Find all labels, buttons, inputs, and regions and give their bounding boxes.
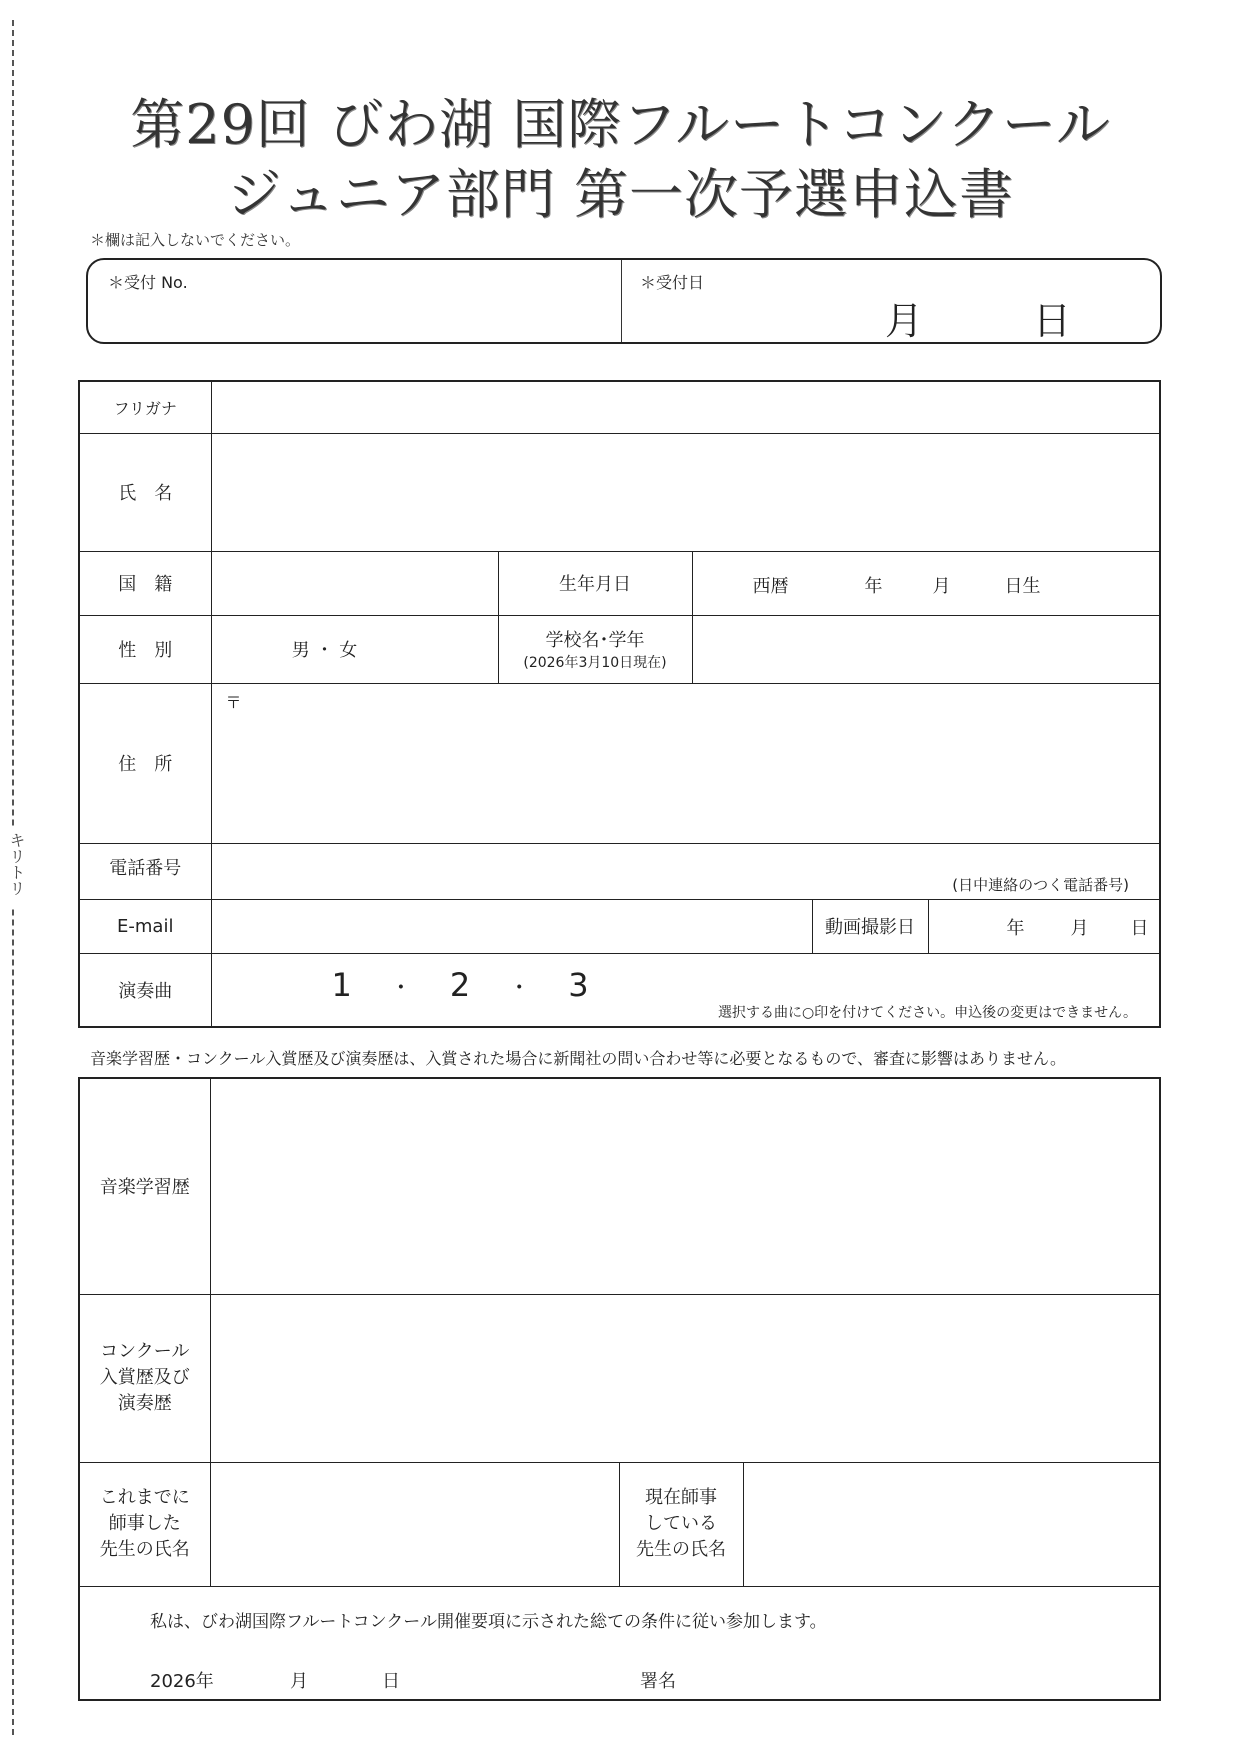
piece-field	[211, 953, 1160, 1027]
signature-row	[150, 1667, 1050, 1697]
school-label	[498, 615, 692, 683]
piece-label: 演奏曲	[79, 953, 211, 1027]
office-use-note: ＊欄は記入しないでください。	[90, 231, 301, 249]
declaration-section	[79, 1586, 1160, 1700]
competition-field[interactable]	[210, 1294, 1160, 1462]
phone-note: (日中連絡のつく電話番号)	[952, 875, 1130, 894]
reception-date-label: ＊受付日	[640, 273, 705, 292]
reception-number-field[interactable]: ＊受付 No.	[108, 273, 188, 292]
gender-label: 性 別	[79, 615, 211, 683]
birthdate-field[interactable]	[692, 551, 1160, 615]
past-teacher-label: これまでに 師事した 先生の氏名	[79, 1462, 210, 1586]
name-field[interactable]	[211, 433, 1160, 551]
email-field[interactable]	[211, 899, 812, 953]
signature-label[interactable]: 署名	[640, 1670, 676, 1692]
cut-label: キリトリ	[4, 826, 24, 909]
video-month: 月	[1070, 917, 1089, 939]
furigana-label: フリガナ	[79, 381, 211, 433]
address-label: 住 所	[79, 683, 211, 843]
school-field[interactable]	[692, 615, 1160, 683]
applicant-table	[78, 380, 1161, 1028]
piece-separator: ・	[389, 976, 412, 1001]
history-note: 音楽学習歴・コンクール入賞歴及び演奏歴は、入賞された場合に新聞社の問い合わせ等に必要となるもので、審査に影響はありません。	[90, 1049, 1067, 1068]
video-date-label: 動画撮影日	[812, 899, 928, 953]
signature-day[interactable]: 日	[382, 1670, 400, 1692]
form-title-line1: 第29回 びわ湖 国際フルートコンクール	[130, 93, 1111, 156]
music-study-field[interactable]	[210, 1078, 1160, 1294]
piece-options	[332, 966, 589, 1004]
video-day: 日	[1130, 917, 1149, 939]
video-date-field[interactable]	[928, 899, 1160, 953]
birthdate-day: 日生	[1004, 575, 1041, 597]
piece-option-2[interactable]: 2	[449, 965, 471, 1004]
history-table	[78, 1077, 1161, 1701]
birthdate-year: 年	[864, 575, 883, 597]
address-field[interactable]	[211, 683, 1160, 843]
school-label-text: 学校名･学年	[545, 630, 645, 651]
signature-month[interactable]: 月	[290, 1670, 308, 1692]
current-teacher-label: 現在師事 している 先生の氏名	[619, 1462, 743, 1586]
phone-label: 電話番号	[79, 843, 211, 899]
birthdate-label: 生年月日	[498, 551, 692, 615]
email-label: E-mail	[79, 899, 211, 953]
competition-label: コンクール 入賞歴及び 演奏歴	[79, 1294, 210, 1462]
nationality-label: 国 籍	[79, 551, 211, 615]
declaration-text: 私は、びわ湖国際フルートコンクール開催要項に示された総ての条件に従い参加します。	[150, 1611, 827, 1632]
video-year: 年	[1006, 917, 1025, 939]
reception-day-label: 日	[1033, 299, 1072, 343]
piece-option-1[interactable]: 1	[331, 965, 352, 1004]
past-teacher-field[interactable]	[210, 1462, 619, 1586]
piece-note: 選択する曲に○印を付けてください。申込後の変更はできません。	[717, 1005, 1138, 1021]
reception-divider	[621, 260, 622, 342]
form-title-line2: ジュニア部門 第一次予選申込書	[226, 163, 1015, 226]
phone-field[interactable]	[211, 843, 1160, 899]
gender-options[interactable]: 男 ・ 女	[211, 615, 498, 683]
current-teacher-field[interactable]	[743, 1462, 1160, 1586]
piece-separator: ・	[508, 976, 531, 1001]
piece-option-3[interactable]: 3	[568, 965, 589, 1004]
birthdate-era: 西暦	[752, 575, 789, 597]
school-label-note: (2026年3月10日現在)	[523, 655, 667, 671]
reception-month-label: 月	[885, 299, 924, 343]
name-label: 氏 名	[79, 433, 211, 551]
postal-mark: 〒	[225, 692, 242, 712]
music-study-label: 音楽学習歴	[79, 1078, 210, 1294]
birthdate-month: 月	[932, 575, 951, 597]
nationality-field[interactable]	[211, 551, 498, 615]
reception-box	[86, 258, 1162, 344]
signature-year: 2026年	[150, 1670, 214, 1692]
furigana-field[interactable]	[211, 381, 1160, 433]
